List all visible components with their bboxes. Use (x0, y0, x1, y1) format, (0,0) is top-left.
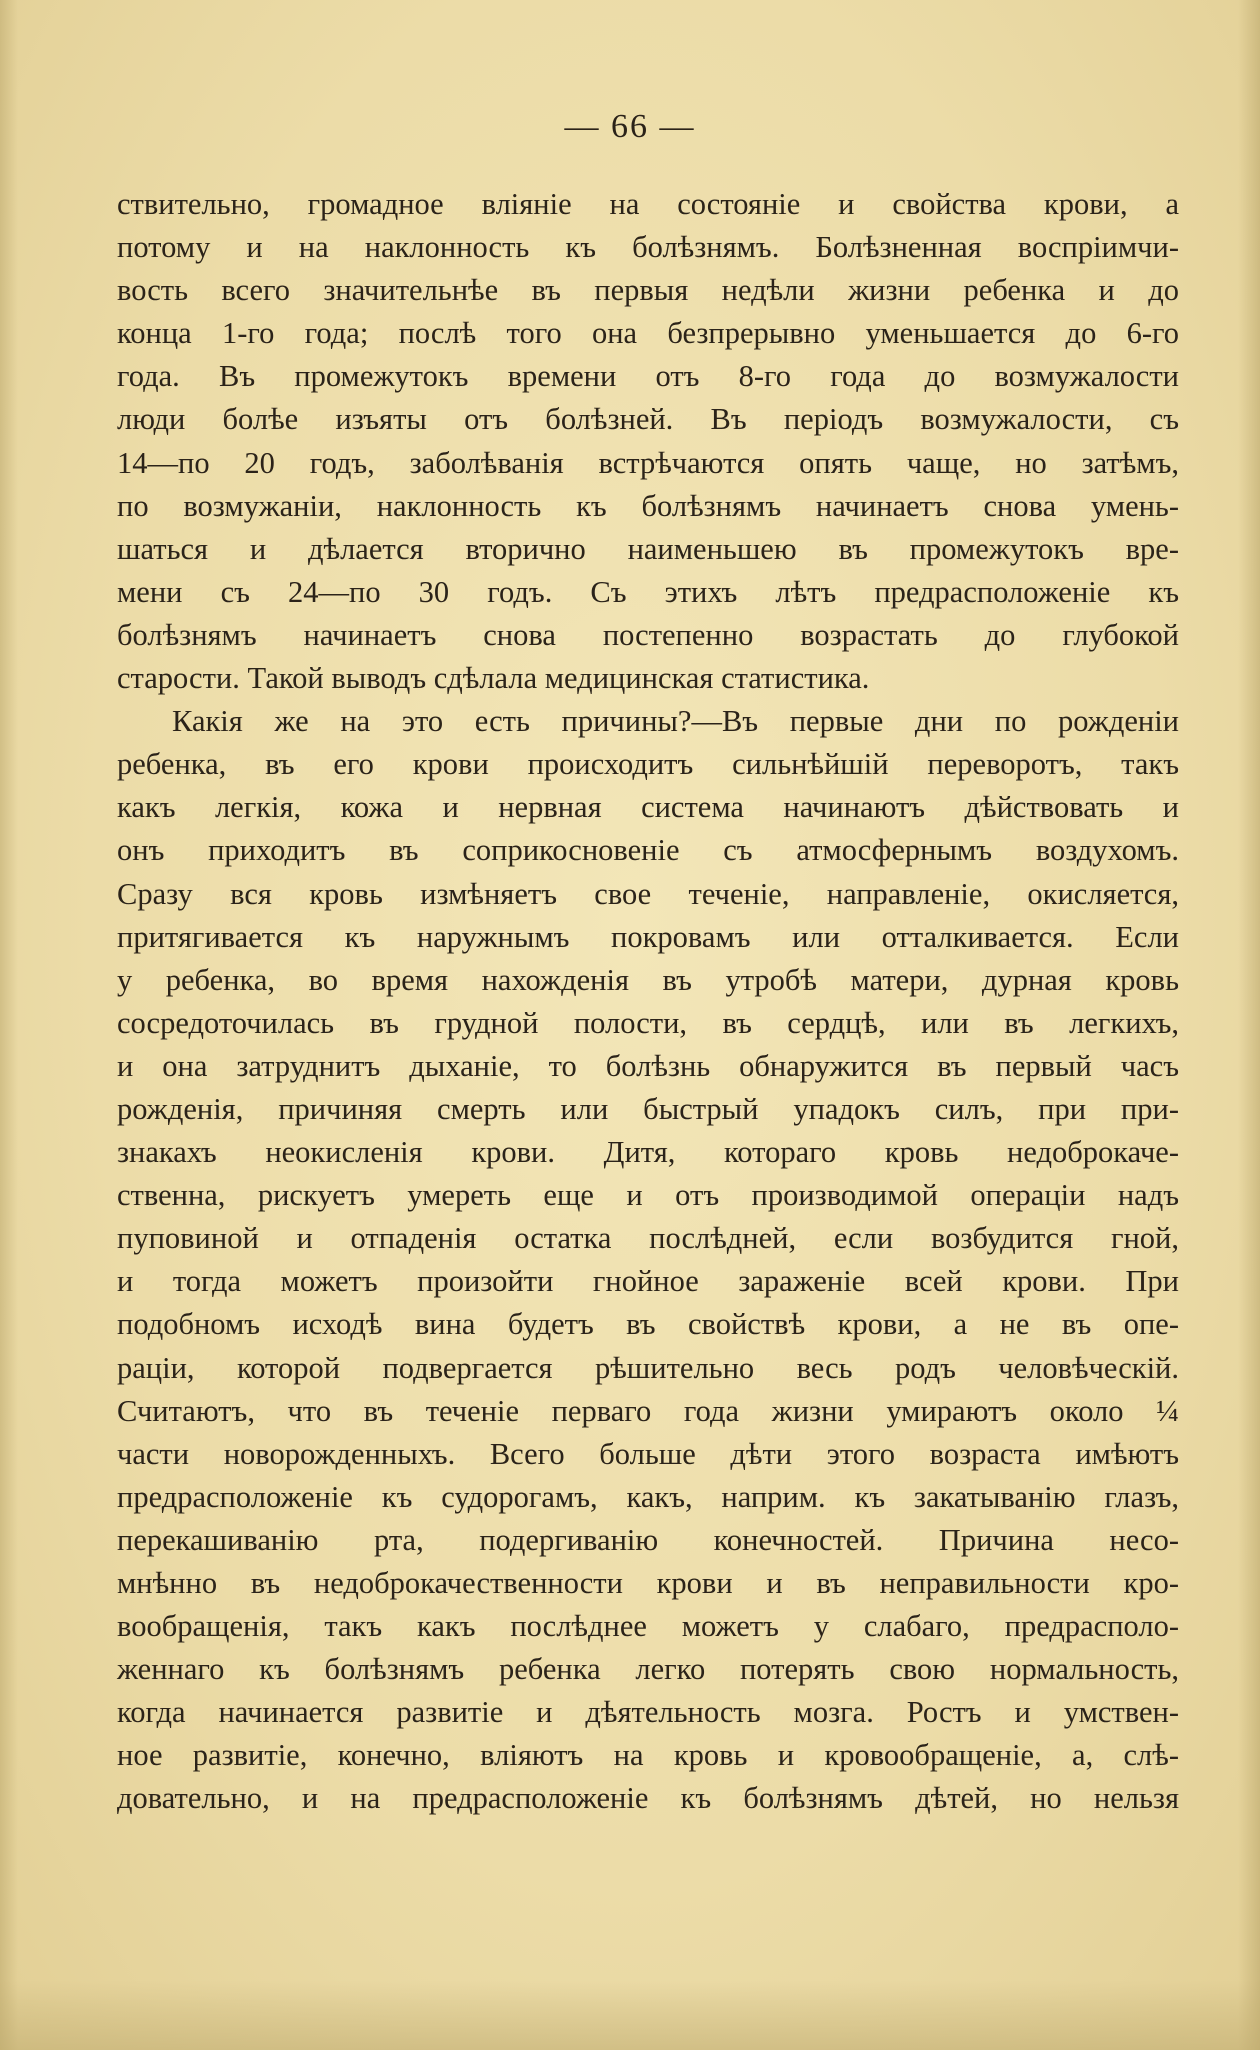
text-line: люди болѣе изъяты отъ болѣзней. Въ періодъ возмужалости, съ (117, 402, 1179, 437)
text-line: шаться и дѣлается вторично наименьшею въ промежутокъ вре- (117, 531, 1179, 566)
text-line: ствительно, громадное вліяніе на состояніе и свойства крови, а (117, 187, 1179, 221)
body-text (117, 183, 1179, 1821)
text-line: у ребенка, во время нахожденія въ утробѣ матери, дурная кровь (117, 962, 1179, 997)
text-line: подобномъ исходѣ вина будетъ въ свойствѣ крови, а не въ опе- (117, 1307, 1179, 1342)
text-line: какъ легкія, кожа и нервная система начинаютъ дѣйствовать и (117, 790, 1179, 825)
text-line: сосредоточилась въ грудной полости, въ сердцѣ, или въ легкихъ, (117, 1005, 1179, 1040)
text-line: мени съ 24—по 30 годъ. Съ этихъ лѣтъ предрасположеніе къ (117, 574, 1179, 609)
paragraph-1 (117, 183, 1179, 700)
text-line: пуповиной и отпаденія остатка послѣдней, если возбудится гной, (117, 1221, 1179, 1256)
text-line: раціи, которой подвергается рѣшительно весь родъ человѣческій. (117, 1350, 1179, 1385)
text-line: Какія же на это есть причины?—Въ первые дни по рожденіи (172, 704, 1179, 739)
text-line: знакахъ неокисленія крови. Дитя, котораго кровь недоброкаче- (117, 1135, 1179, 1170)
text-line: и она затруднитъ дыханіе, то болѣзнь обнаружится въ первый часъ (117, 1048, 1179, 1083)
text-line: онъ приходитъ въ соприкосновеніе съ атмосфернымъ воздухомъ. (117, 833, 1179, 868)
text-line: Считаютъ, что въ теченіе перваго года жизни умираютъ около ¼ (117, 1393, 1179, 1428)
text-line: Сразу вся кровь измѣняетъ свое теченіе, направленіе, окисляется, (117, 876, 1179, 911)
text-line: женнаго къ болѣзнямъ ребенка легко потерять свою нормальность, (117, 1652, 1179, 1687)
text-line: притягивается къ наружнымъ покровамъ или отталкивается. Если (117, 919, 1179, 954)
page-bottom-edge-shading (0, 1980, 1260, 2050)
text-line: конца 1-го года; послѣ того она безпрерывно уменьшается до 6-го (117, 316, 1179, 351)
text-line: ребенка, въ его крови происходитъ сильнѣйшій переворотъ, такъ (117, 747, 1179, 782)
text-line: рожденія, причиняя смерть или быстрый упадокъ силъ, при при- (117, 1091, 1179, 1126)
text-line: года. Въ промежутокъ времени отъ 8-го года до возмужалости (117, 359, 1179, 394)
text-line: старости. Такой выводъ сдѣлала медицинская статистика. (117, 661, 870, 696)
text-line: ственна, рискуетъ умереть еще и отъ производимой операціи надъ (117, 1178, 1179, 1213)
text-line: мнѣнно въ недоброкачественности крови и въ неправильности кро- (117, 1566, 1179, 1600)
text-line: по возмужаніи, наклонность къ болѣзнямъ начинаетъ снова умень- (117, 488, 1179, 523)
text-line: вость всего значительнѣе въ первыя недѣли жизни ребенка и до (117, 273, 1179, 308)
text-line: части новорожденныхъ. Всего больше дѣти этого возраста имѣютъ (117, 1436, 1179, 1471)
text-line: довательно, и на предрасположеніе къ болѣзнямъ дѣтей, но нельзя (117, 1781, 1179, 1816)
page-number: — 66 — (564, 108, 696, 145)
text-line: предрасположеніе къ судорогамъ, какъ, наприм. къ закатыванію глазъ, (117, 1479, 1179, 1514)
text-line: ное развитіе, конечно, вліяютъ на кровь и кровообращеніе, а, слѣ- (117, 1738, 1179, 1773)
text-line: болѣзнямъ начинаетъ снова постепенно возрастать до глубокой (117, 617, 1179, 652)
text-line: 14—по 20 годъ, заболѣванія встрѣчаются опять чаще, но затѣмъ, (117, 445, 1179, 480)
text-line: перекашиванію рта, подергиванію конечностей. Причина несо- (117, 1522, 1179, 1557)
paragraph-2 (117, 700, 1179, 1820)
text-line: потому и на наклонность къ болѣзнямъ. Болѣзненная воспріимчи- (117, 230, 1179, 265)
page-right-edge-shading (1238, 0, 1260, 2050)
text-line: когда начинается развитіе и дѣятельность мозга. Ростъ и умствен- (117, 1695, 1179, 1730)
page-left-edge-shading (0, 0, 18, 2050)
text-line: и тогда можетъ произойти гнойное зараженіе всей крови. При (117, 1264, 1179, 1299)
text-line: вообращенія, такъ какъ послѣднее можетъ у слабаго, предрасполо- (117, 1609, 1179, 1644)
